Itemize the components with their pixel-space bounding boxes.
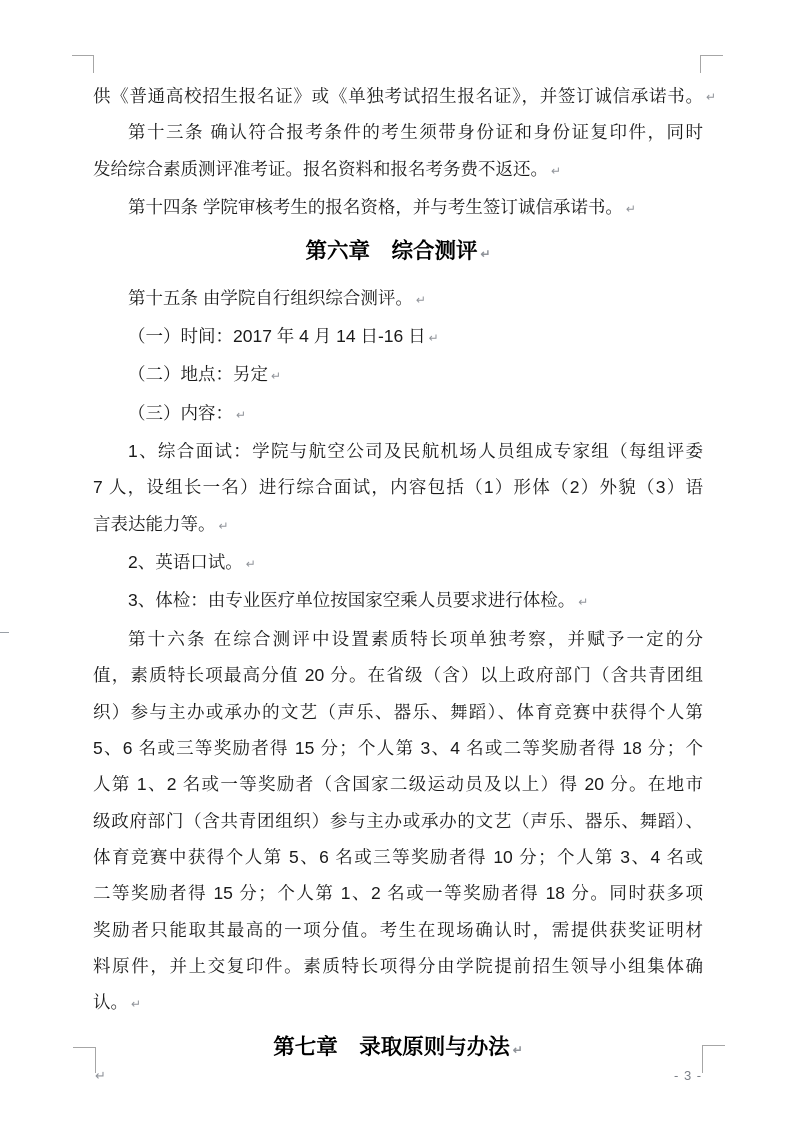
line-text: 二等奖励者得 15 分；个人第 1、2 名或一等奖励者得 18 分。同时获多项 xyxy=(93,883,703,904)
text-line xyxy=(93,984,703,1022)
line-text: 级政府部门（含共青团组织）参与主办或承办的文艺（声乐、器乐、舞蹈）、 xyxy=(93,810,703,831)
pilcrow-mark: ↵ xyxy=(512,1042,523,1057)
text-line xyxy=(93,78,717,114)
line-text: （三）内容： xyxy=(128,402,233,423)
pilcrow-mark: ↵ xyxy=(236,407,247,422)
line-text: 认。 xyxy=(93,992,128,1013)
text-line xyxy=(93,582,703,620)
line-text: 言表达能力等。 xyxy=(93,513,216,534)
line-text: 1、综合面试：学院与航空公司及民航机场人员组成专家组（每组评委 xyxy=(128,441,703,462)
pilcrow-mark: ↵ xyxy=(480,247,491,262)
line-text: 发给综合素质测评准考证。报名资料和报名考务费不返还。 xyxy=(93,158,548,179)
text-line xyxy=(93,318,703,356)
pilcrow-mark: ↵ xyxy=(218,518,229,533)
text-line xyxy=(93,657,703,693)
line-text: 第十三条 确认符合报考条件的考生须带身份证和身份证复印件，同时 xyxy=(128,122,703,143)
line-text: 奖励者只能取其最高的一项分值。考生在现场确认时，需提供获奖证明材 xyxy=(93,919,703,940)
text-line xyxy=(93,544,703,582)
line-text: 体育竞赛中获得个人第 5、6 名或三等奖励者得 10 分；个人第 3、4 名或 xyxy=(93,846,703,867)
text-line xyxy=(93,730,703,766)
text-line xyxy=(93,189,703,227)
text-line xyxy=(93,114,703,150)
text-line xyxy=(93,151,703,189)
line-text: 5、6 名或三等奖励者得 15 分；个人第 3、4 名或二等奖励者得 18 分；个 xyxy=(93,737,703,758)
pilcrow-mark: ↵ xyxy=(271,369,282,384)
pilcrow-mark: ↵ xyxy=(625,202,636,217)
text-line xyxy=(93,803,703,839)
text-line xyxy=(93,766,703,802)
text-line xyxy=(93,280,703,318)
pilcrow-mark: ↵ xyxy=(415,292,426,307)
line-text: 第十六条 在综合测评中设置素质特长项单独考察，并赋予一定的分 xyxy=(128,628,703,649)
line-text: 料原件，并上交复印件。素质特长项得分由学院提前招生领导小组集体确 xyxy=(93,955,703,976)
text-line xyxy=(93,506,703,544)
text-line xyxy=(93,912,703,948)
pilcrow-mark: ↵ xyxy=(245,557,256,572)
line-text: 3、体检：由专业医疗单位按国家空乘人员要求进行体检。 xyxy=(128,590,576,611)
text-line xyxy=(93,875,703,911)
heading-text: 第七章 录取原则与办法 xyxy=(273,1034,510,1059)
margin-tick xyxy=(0,632,9,633)
line-text: 供《普通高校招生报名证》或《单独考试招生报名证》，并签订诚信承诺书。 xyxy=(93,86,703,106)
margin-corner-mark-bottom-right xyxy=(702,1045,725,1073)
text-line xyxy=(93,694,703,730)
chapter-heading xyxy=(93,233,703,272)
line-text: 2、英语口试。 xyxy=(128,552,243,573)
pilcrow-mark: ↵ xyxy=(95,1068,106,1083)
page-number: - 3 - xyxy=(674,1068,703,1083)
line-text: （二）地点：另定 xyxy=(128,364,268,385)
line-text: 7 人，设组长一名）进行综合面试，内容包括（1）形体（2）外貌（3）语 xyxy=(93,477,703,498)
pilcrow-mark: ↵ xyxy=(706,90,717,104)
margin-corner-mark-top-left xyxy=(72,55,94,73)
page-body xyxy=(93,78,717,1075)
line-text: 人第 1、2 名或一等奖励者（含国家二级运动员及以上）得 20 分。在地市 xyxy=(93,774,703,795)
chapter-heading xyxy=(93,1029,703,1068)
text-line xyxy=(93,433,703,469)
line-text: 第十四条 学院审核考生的报名资格，并与考生签订诚信承诺书。 xyxy=(128,197,623,218)
line-text: 织）参与主办或承办的文艺（声乐、器乐、舞蹈）、体育竞赛中获得个人第 xyxy=(93,701,703,722)
pilcrow-mark: ↵ xyxy=(131,997,142,1012)
line-text: 第十五条 由学院自行组织综合测评。 xyxy=(128,287,413,308)
text-line xyxy=(93,621,703,657)
line-text: （一）时间：2017 年 4 月 14 日-16 日 xyxy=(128,326,426,347)
line-text: 值，素质特长项最高分值 20 分。在省级（含）以上政府部门（含共青团组 xyxy=(93,665,703,686)
text-line xyxy=(93,948,703,984)
pilcrow-mark: ↵ xyxy=(428,331,439,346)
margin-corner-mark-top-right xyxy=(700,55,723,73)
text-line xyxy=(93,395,703,433)
text-line xyxy=(93,469,703,505)
pilcrow-mark: ↵ xyxy=(578,595,589,610)
heading-text: 第六章 综合测评 xyxy=(305,239,478,264)
text-line xyxy=(93,839,703,875)
text-line xyxy=(93,356,703,394)
pilcrow-mark: ↵ xyxy=(551,163,562,178)
